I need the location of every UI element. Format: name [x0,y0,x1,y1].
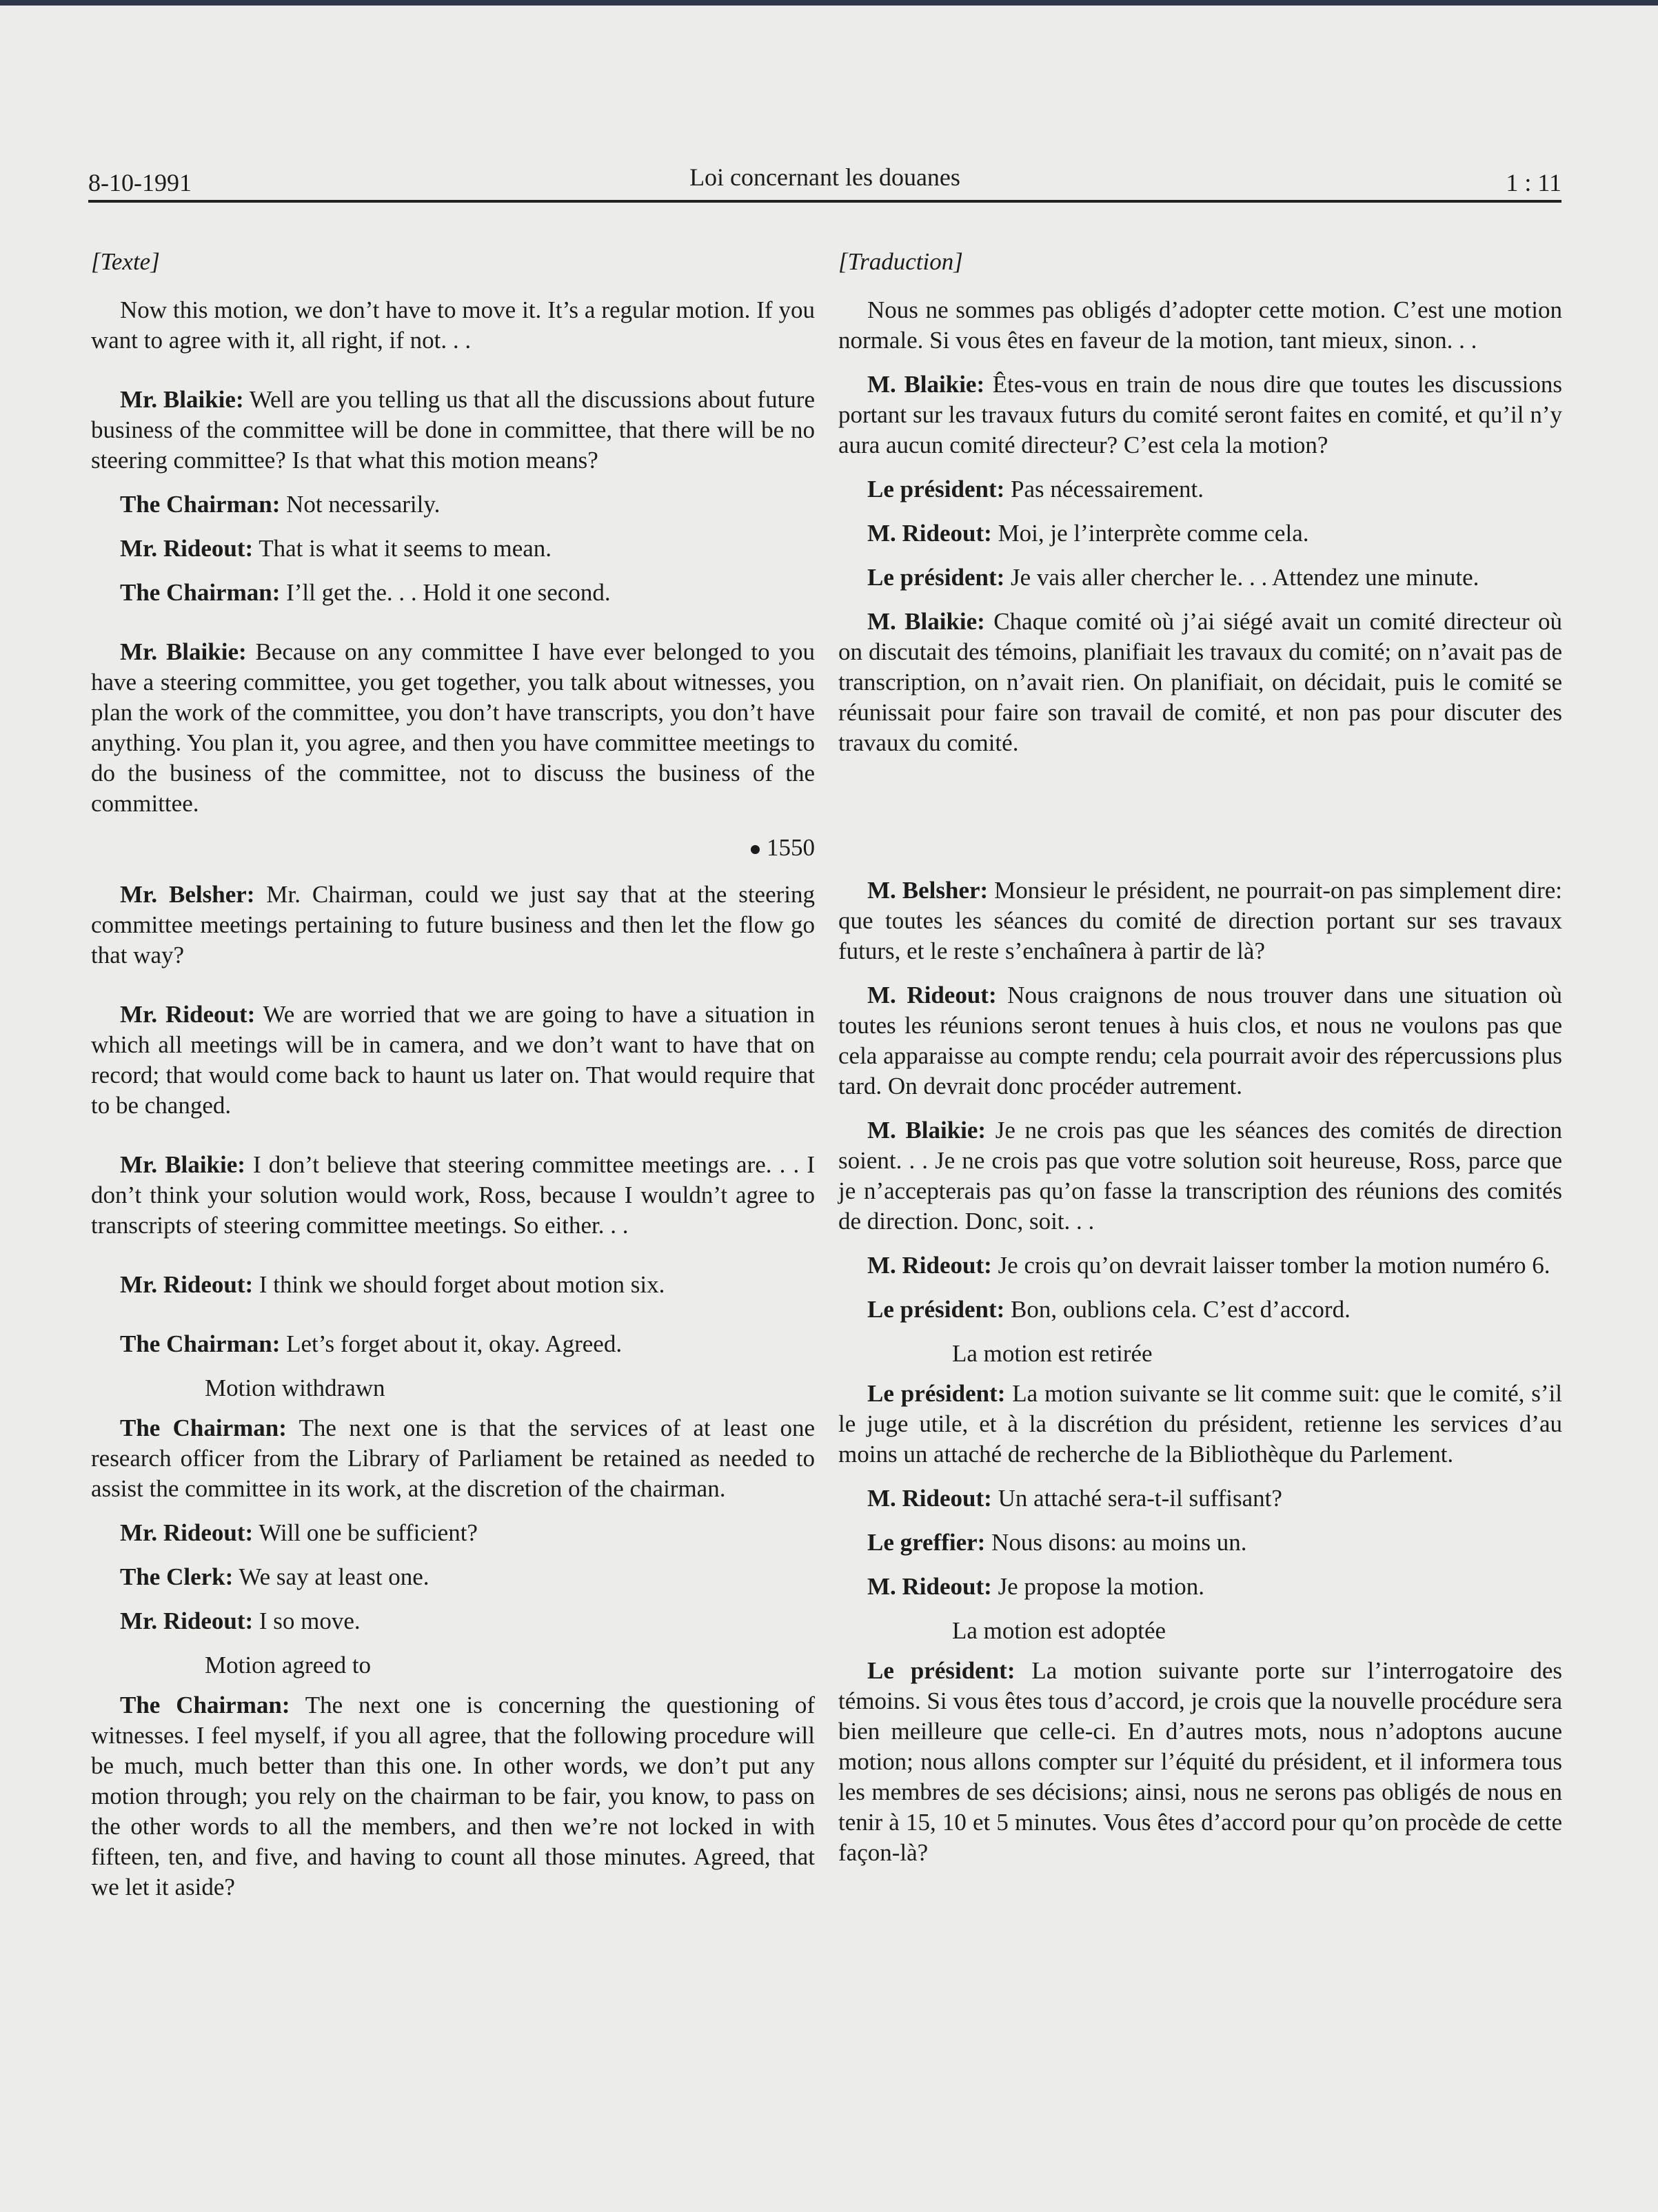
paragraph: The Chairman: I’ll get the. . . Hold it one second. [120,579,611,606]
paragraph: The Chairman: The next one is concerning the questioning of witnesses. I feel myself, if you all agree, that the following procedure will be much, much better than this one. In other words, we don’t put any motion through; you rely on the chairman to be fair, you know, to pass on the other words to all the members, and then we’re not locked in with fifteen, ten, and five, and having to count all those minutes. Agreed, that we let it aside? [91,1692,815,1900]
paragraph: Mr. Rideout: I so move. [120,1607,361,1634]
paragraph: Nous ne sommes pas obligés d’adopter cette motion. C’est une motion normale. Si vous êtes en faveur de la motion, tant mieux, sinon. . . [838,296,1562,354]
paragraph: M. Rideout: Moi, je l’interprète comme cela. [867,520,1309,547]
header-page-number: 1 : 11 [1506,169,1561,196]
paragraph: Le président: Je vais aller chercher le. . . Attendez une minute. [867,564,1479,591]
english-column [91,247,815,1916]
paragraph: Le président: Bon, oublions cela. C’est d’accord. [867,1296,1351,1323]
paragraph: Mr. Rideout: Will one be sufficient? [120,1519,478,1546]
paragraph: Le président: Pas nécessairement. [867,476,1204,503]
running-header [88,159,1561,203]
paragraph: M. Rideout: Je propose la motion. [867,1573,1204,1600]
paragraph: M. Blaikie: Chaque comité où j’ai siégé avait un comité directeur où on discutait des témoins, planifiait les travaux du comité; on n’avait pas de transcription, on n’avait rien. On planifiait, on décidait, puis le comité se réunissait pour faire son travail de comité, et non pas pour discuter des travaux du comité. [838,608,1562,756]
paragraph: Le greffier: Nous disons: au moins un. [867,1529,1247,1556]
paragraph: M. Rideout: Un attaché sera-t-il suffisant? [867,1485,1282,1512]
french-column [838,247,1562,1882]
header-title: Loi concernant les douanes [689,163,960,191]
paragraph: Mr. Rideout: We are worried that we are going to have a situation in which all meetings will be in camera, and we don’t want to have that on record; that would come back to haunt us later on. That would require that to be changed. [91,1001,815,1119]
paragraph: The Chairman: Let’s forget about it, okay. Agreed. [120,1330,623,1357]
paragraph: Mr. Blaikie: Well are you telling us that all the discussions about future business of the committee will be done in committee, that there will be no steering committee? Is that what this motion means? [91,386,815,474]
paragraph: M. Belsher: Monsieur le président, ne pourrait-on pas simplement dire: que toutes les séances du comité de direction portant sur ses travaux futurs, et le reste s’enchaînera à partir de là? [838,877,1562,964]
paragraph: Mr. Blaikie: I don’t believe that steering committee meetings are. . . I don’t think your solution would work, Ross, because I wouldn’t agree to transcripts of steering committee meetings. So either. . . [91,1151,815,1239]
procedural-note: Motion withdrawn [205,1374,385,1401]
paragraph: Mr. Blaikie: Because on any committee I have ever belonged to you have a steering committee, you get together, you talk about witnesses, you plan the work of the committee, you don’t have transcripts, you don’t have anything. You plan it, you agree, and then you have committee meetings to do the business of the committee, not to discuss the business of the committee. [91,638,815,817]
paragraph: M. Rideout: Je crois qu’on devrait laisser tomber la motion numéro 6. [867,1252,1550,1279]
paragraph: Le président: La motion suivante porte sur l’interrogatoire des témoins. Si vous êtes tous d’accord, je crois que la nouvelle procédure sera bien meilleure que celle-ci. En d’autres mots, nous n’adoptons aucune motion; nous allons compter sur l’équité du président, et il informera tous les membres de ses décisions; ainsi, nous ne serons pas obligés de nous en tenir à 15, 10 et 5 minutes. Vous êtes d’accord pour qu’on procède de cette façon-là? [838,1657,1562,1866]
english-tag: [Texte] [91,248,160,275]
procedural-note: La motion est retirée [952,1340,1153,1367]
paragraph: M. Blaikie: Je ne crois pas que les séances des comités de direction soient. . . Je ne crois pas que votre solution soit heureuse, Ross, parce que je n’accepterais pas qu’on fasse la transcription des réunions des comités de direction. Donc, soit. . . [838,1117,1562,1235]
paragraph: Now this motion, we don’t have to move it. It’s a regular motion. If you want to agree with it, all right, if not. . . [91,296,815,354]
paragraph: Le président: La motion suivante se lit comme suit: que le comité, s’il le juge utile, et à la discrétion du président, retienne les services d’au moins un attaché de recherche de la Bibliothèque du Parlement. [838,1380,1562,1468]
paragraph: The Chairman: The next one is that the services of at least one research officer from the Library of Parliament be retained as needed to assist the committee in its work, at the discretion of the chairman. [91,1414,815,1502]
header-date: 8-10-1991 [88,169,192,196]
paragraph: M. Rideout: Nous craignons de nous trouver dans une situation où toutes les réunions seront tenues à huis clos, et nous ne voulons pas que cela apparaisse au compte rendu; cela pourrait avoir des répercussions plus tard. On devrait donc procéder autrement. [838,982,1563,1099]
paragraph: Mr. Rideout: That is what it seems to mean. [120,535,552,562]
bullet-icon [751,845,760,854]
paragraph: Mr. Rideout: I think we should forget about motion six. [120,1271,665,1298]
time-marker: 1550 [91,833,815,863]
paragraph: The Chairman: Not necessarily. [120,491,441,518]
french-tag: [Traduction] [838,248,963,275]
paragraph: M. Blaikie: Êtes-vous en train de nous dire que toutes les discussions portant sur les travaux futurs du comité seront faites en comité, et qu’il n’y aura aucun comité directeur? C’est cela la motion? [838,371,1562,458]
paragraph: Mr. Belsher: Mr. Chairman, could we just say that at the steering committee meetings pertaining to future business and then let the flow go that way? [91,881,815,968]
procedural-note: Motion agreed to [205,1652,372,1678]
procedural-note: La motion est adoptée [952,1617,1166,1644]
paragraph: The Clerk: We say at least one. [120,1563,429,1590]
